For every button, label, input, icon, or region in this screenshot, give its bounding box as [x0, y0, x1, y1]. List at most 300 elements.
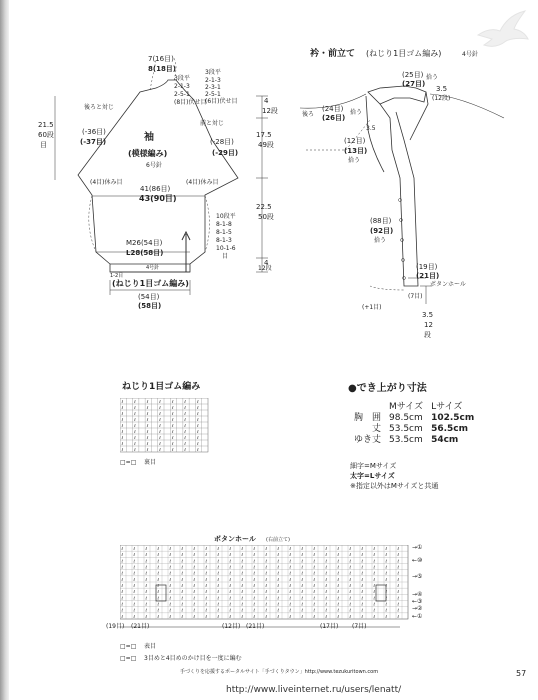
svg-text:ℓ: ℓ: [205, 552, 208, 558]
sleeve-rib-label: (ねじり1目ゴム編み): [112, 279, 189, 288]
svg-text:ℓ: ℓ: [157, 589, 160, 595]
svg-text:ℓ: ℓ: [241, 613, 244, 619]
svg-text:ℓ: ℓ: [121, 440, 124, 446]
svg-text:ℓ: ℓ: [265, 576, 268, 582]
finished-note-1: 細字=Mサイズ: [350, 462, 397, 470]
svg-text:ℓ: ℓ: [325, 601, 328, 607]
svg-text:ℓ: ℓ: [289, 613, 292, 619]
svg-text:ℓ: ℓ: [169, 570, 172, 576]
bh-legend-1: □=□: [120, 643, 137, 650]
svg-text:ℓ: ℓ: [361, 582, 364, 588]
svg-text:ℓ: ℓ: [193, 601, 196, 607]
svg-text:ℓ: ℓ: [205, 613, 208, 619]
svg-text:ℓ: ℓ: [361, 595, 364, 601]
svg-text:ℓ: ℓ: [193, 589, 196, 595]
size-head-empty: [350, 402, 385, 413]
svg-text:ℓ: ℓ: [197, 422, 199, 428]
svg-text:ℓ: ℓ: [171, 440, 174, 446]
svg-text:ℓ: ℓ: [181, 601, 184, 607]
sleeve-cuff-inc-1: 8-1-8: [216, 221, 232, 228]
svg-text:ℓ: ℓ: [277, 595, 280, 601]
size-l: 102.5cm: [431, 413, 475, 423]
svg-text:ℓ: ℓ: [134, 422, 136, 428]
collar-back-count-m: (24目): [322, 105, 344, 113]
svg-text:ℓ: ℓ: [373, 582, 376, 588]
svg-text:ℓ: ℓ: [373, 595, 376, 601]
svg-text:ℓ: ℓ: [277, 545, 280, 551]
svg-text:ℓ: ℓ: [241, 582, 244, 588]
svg-text:ℓ: ℓ: [217, 564, 220, 570]
svg-text:ℓ: ℓ: [121, 434, 124, 440]
svg-text:ℓ: ℓ: [361, 545, 364, 551]
svg-text:ℓ: ℓ: [193, 595, 196, 601]
svg-text:ℓ: ℓ: [229, 601, 232, 607]
svg-text:ℓ: ℓ: [265, 589, 268, 595]
svg-text:ℓ: ℓ: [157, 613, 160, 619]
svg-text:ℓ: ℓ: [277, 552, 280, 558]
sleeve-height-rib-rows: 12段: [258, 265, 272, 272]
svg-text:ℓ: ℓ: [349, 582, 352, 588]
svg-text:ℓ: ℓ: [159, 434, 161, 440]
collar-back-count-l: (26目): [322, 114, 346, 122]
svg-text:ℓ: ℓ: [217, 558, 220, 564]
sleeve-cuff-l: L28(58目): [126, 249, 164, 257]
svg-text:ℓ: ℓ: [133, 589, 136, 595]
rib-legend-1: □=□: [120, 459, 137, 466]
svg-text:ℓ: ℓ: [229, 589, 232, 595]
svg-text:ℓ: ℓ: [265, 613, 268, 619]
bh-legend-2-desc: 3目めと4目めのかけ目を一度に編む: [144, 655, 242, 662]
svg-text:ℓ: ℓ: [361, 576, 364, 582]
svg-text:ℓ: ℓ: [145, 552, 148, 558]
svg-text:ℓ: ℓ: [253, 595, 256, 601]
svg-text:ℓ: ℓ: [289, 558, 292, 564]
sleeve-dec-l: (-37目): [80, 138, 107, 146]
svg-text:ℓ: ℓ: [349, 576, 352, 582]
svg-text:ℓ: ℓ: [373, 613, 376, 619]
svg-text:ℓ: ℓ: [289, 564, 292, 570]
svg-text:ℓ: ℓ: [277, 589, 280, 595]
sleeve-front-label: 前と対じ: [200, 120, 225, 127]
svg-text:ℓ: ℓ: [197, 434, 199, 440]
svg-text:ℓ: ℓ: [325, 564, 328, 570]
svg-text:ℓ: ℓ: [313, 564, 316, 570]
svg-text:ℓ: ℓ: [397, 607, 400, 613]
svg-text:ℓ: ℓ: [133, 558, 136, 564]
collar-buttonhole: ボタンホール: [430, 281, 466, 288]
size-m: 98.5cm: [389, 413, 423, 423]
svg-text:ℓ: ℓ: [385, 552, 388, 558]
svg-text:ℓ: ℓ: [171, 428, 174, 434]
svg-text:ℓ: ℓ: [121, 422, 124, 428]
svg-text:ℓ: ℓ: [325, 558, 328, 564]
svg-text:ℓ: ℓ: [181, 607, 184, 613]
collar-neck-pick: 拾う: [348, 157, 361, 164]
svg-text:ℓ: ℓ: [217, 545, 220, 551]
table-row: [350, 435, 478, 446]
svg-text:ℓ: ℓ: [253, 589, 256, 595]
svg-text:ℓ: ℓ: [169, 545, 172, 551]
svg-text:ℓ: ℓ: [385, 558, 388, 564]
svg-text:ℓ: ℓ: [397, 570, 400, 576]
collar-bottom-rows: 段: [424, 331, 431, 339]
bh-bottom-5: (7目): [352, 623, 367, 630]
svg-text:ℓ: ℓ: [301, 564, 304, 570]
svg-text:ℓ: ℓ: [217, 601, 220, 607]
svg-text:ℓ: ℓ: [205, 595, 208, 601]
svg-text:ℓ: ℓ: [277, 601, 280, 607]
svg-text:ℓ: ℓ: [361, 589, 364, 595]
svg-text:ℓ: ℓ: [337, 589, 340, 595]
svg-text:ℓ: ℓ: [241, 564, 244, 570]
svg-text:ℓ: ℓ: [157, 564, 160, 570]
sleeve-top-width-l: 8(18目): [148, 65, 177, 73]
svg-text:ℓ: ℓ: [134, 446, 136, 452]
svg-text:ℓ: ℓ: [193, 607, 196, 613]
svg-text:ℓ: ℓ: [184, 398, 187, 404]
svg-text:ℓ: ℓ: [265, 558, 268, 564]
svg-text:ℓ: ℓ: [133, 552, 136, 558]
svg-text:ℓ: ℓ: [349, 607, 352, 613]
svg-text:ℓ: ℓ: [229, 582, 232, 588]
collar-neck-m: (12目): [344, 137, 366, 145]
svg-text:ℓ: ℓ: [373, 552, 376, 558]
svg-text:ℓ: ℓ: [157, 576, 160, 582]
size-label: 胸 囲: [354, 413, 382, 423]
svg-text:ℓ: ℓ: [373, 607, 376, 613]
svg-text:ℓ: ℓ: [197, 398, 199, 404]
svg-text:ℓ: ℓ: [159, 410, 161, 416]
svg-text:ℓ: ℓ: [169, 564, 172, 570]
svg-text:ℓ: ℓ: [289, 576, 292, 582]
bh-marker-3: →④: [412, 591, 423, 598]
svg-text:ℓ: ℓ: [184, 422, 187, 428]
svg-text:ℓ: ℓ: [277, 564, 280, 570]
svg-text:ℓ: ℓ: [145, 545, 148, 551]
sleeve-top-rows-l-3: (8目)伏せ目: [174, 99, 207, 106]
collar-back-pick: 拾う: [350, 109, 363, 116]
svg-text:ℓ: ℓ: [133, 564, 136, 570]
sleeve-top-rows-l-0: 3段平: [174, 75, 190, 82]
svg-text:ℓ: ℓ: [337, 552, 340, 558]
svg-text:ℓ: ℓ: [157, 570, 160, 576]
svg-text:ℓ: ℓ: [181, 613, 184, 619]
sleeve-rib-needle: 4号針: [146, 265, 160, 271]
svg-text:ℓ: ℓ: [157, 582, 160, 588]
svg-text:ℓ: ℓ: [146, 446, 149, 452]
svg-text:ℓ: ℓ: [337, 558, 340, 564]
bh-marker-5: →②: [412, 605, 423, 612]
svg-text:ℓ: ℓ: [121, 446, 124, 452]
svg-text:ℓ: ℓ: [159, 446, 161, 452]
svg-text:ℓ: ℓ: [385, 582, 388, 588]
svg-text:ℓ: ℓ: [159, 428, 161, 434]
buttonhole-chart-subtitle: (右前立て): [266, 537, 290, 543]
svg-text:ℓ: ℓ: [171, 410, 174, 416]
svg-text:ℓ: ℓ: [184, 434, 187, 440]
size-l: 56.5cm: [431, 424, 468, 434]
buttonhole-chart-title: ボタンホール: [214, 535, 256, 543]
sleeve-dec-r2: (-29目): [212, 149, 239, 157]
svg-text:ℓ: ℓ: [397, 589, 400, 595]
collar-pickup-l: 拾う: [426, 74, 439, 81]
sleeve-height-cap-rows: 12段: [262, 107, 278, 115]
svg-text:ℓ: ℓ: [241, 570, 244, 576]
svg-text:ℓ: ℓ: [184, 440, 187, 446]
svg-text:ℓ: ℓ: [265, 582, 268, 588]
svg-text:ℓ: ℓ: [289, 595, 292, 601]
svg-text:ℓ: ℓ: [313, 589, 316, 595]
svg-text:ℓ: ℓ: [146, 416, 149, 422]
svg-text:ℓ: ℓ: [253, 570, 256, 576]
svg-text:ℓ: ℓ: [301, 545, 304, 551]
collar-neck-l: (13目): [344, 147, 368, 155]
svg-text:ℓ: ℓ: [121, 428, 124, 434]
svg-text:ℓ: ℓ: [397, 582, 400, 588]
svg-text:ℓ: ℓ: [337, 545, 340, 551]
svg-text:ℓ: ℓ: [265, 545, 268, 551]
svg-text:ℓ: ℓ: [205, 570, 208, 576]
svg-text:ℓ: ℓ: [229, 564, 232, 570]
svg-text:ℓ: ℓ: [146, 410, 149, 416]
svg-text:ℓ: ℓ: [385, 545, 388, 551]
sleeve-cuff-inc-5: 目: [222, 253, 229, 260]
svg-text:ℓ: ℓ: [373, 558, 376, 564]
bh-marker-6: ←①: [412, 613, 423, 620]
svg-text:ℓ: ℓ: [145, 589, 148, 595]
svg-text:ℓ: ℓ: [277, 613, 280, 619]
svg-text:ℓ: ℓ: [121, 398, 124, 404]
svg-text:ℓ: ℓ: [301, 601, 304, 607]
sleeve-top-rows-2: 2-3-1: [205, 84, 221, 91]
svg-text:ℓ: ℓ: [121, 552, 124, 558]
svg-text:ℓ: ℓ: [325, 595, 328, 601]
svg-text:ℓ: ℓ: [205, 582, 208, 588]
svg-text:ℓ: ℓ: [289, 582, 292, 588]
svg-text:ℓ: ℓ: [134, 398, 136, 404]
svg-text:ℓ: ℓ: [145, 570, 148, 576]
svg-text:ℓ: ℓ: [197, 404, 199, 410]
bh-legend-2: □=□: [120, 655, 137, 662]
svg-text:ℓ: ℓ: [337, 595, 340, 601]
svg-text:ℓ: ℓ: [361, 570, 364, 576]
svg-text:ℓ: ℓ: [325, 552, 328, 558]
svg-text:ℓ: ℓ: [349, 564, 352, 570]
sleeve-dec-m: (-36目): [82, 128, 106, 136]
svg-text:ℓ: ℓ: [184, 416, 187, 422]
svg-text:ℓ: ℓ: [385, 613, 388, 619]
svg-text:ℓ: ℓ: [361, 601, 364, 607]
svg-text:ℓ: ℓ: [241, 552, 244, 558]
sleeve-cuff-inc-4: 10-1-6: [216, 245, 236, 252]
svg-text:ℓ: ℓ: [385, 601, 388, 607]
svg-text:ℓ: ℓ: [169, 601, 172, 607]
svg-text:ℓ: ℓ: [121, 601, 124, 607]
svg-text:ℓ: ℓ: [181, 582, 184, 588]
sleeve-top-rows-1: 2-1-3: [205, 77, 221, 84]
svg-text:ℓ: ℓ: [301, 570, 304, 576]
sleeve-cuff-inc-3: 8-1-3: [216, 237, 232, 244]
svg-text:ℓ: ℓ: [229, 570, 232, 576]
svg-text:ℓ: ℓ: [217, 613, 220, 619]
sleeve-height-top: 17.5: [256, 131, 272, 139]
svg-text:ℓ: ℓ: [181, 576, 184, 582]
svg-text:ℓ: ℓ: [146, 398, 149, 404]
svg-text:ℓ: ℓ: [205, 558, 208, 564]
svg-text:ℓ: ℓ: [385, 595, 388, 601]
svg-text:ℓ: ℓ: [145, 558, 148, 564]
svg-text:ℓ: ℓ: [337, 582, 340, 588]
collar-bh-19: (19目): [416, 263, 438, 271]
svg-text:ℓ: ℓ: [337, 613, 340, 619]
sleeve-top-rows-4: (6目)伏せ目: [205, 98, 238, 105]
sleeve-top-rows-l-1: 2-1-3: [174, 83, 190, 90]
svg-text:ℓ: ℓ: [133, 613, 136, 619]
svg-text:ℓ: ℓ: [193, 570, 196, 576]
sleeve-top-rows-3: 2-5-1: [205, 91, 221, 98]
svg-text:ℓ: ℓ: [325, 570, 328, 576]
svg-text:ℓ: ℓ: [277, 558, 280, 564]
finished-title: ●でき上がり寸法: [348, 383, 427, 394]
svg-text:ℓ: ℓ: [217, 607, 220, 613]
svg-text:ℓ: ℓ: [121, 564, 124, 570]
svg-text:ℓ: ℓ: [193, 564, 196, 570]
finished-note-2: 太字=Lサイズ: [350, 472, 395, 480]
collar-side-1: (+1目): [362, 304, 382, 311]
svg-text:ℓ: ℓ: [181, 558, 184, 564]
svg-text:ℓ: ℓ: [197, 428, 199, 434]
svg-text:ℓ: ℓ: [157, 558, 160, 564]
svg-text:ℓ: ℓ: [181, 595, 184, 601]
svg-text:ℓ: ℓ: [265, 601, 268, 607]
size-m: 53.5cm: [389, 435, 423, 445]
footer-text: 手づくりを応援するポータルサイト「手づくりタウン」http://www.tezukuritown.com: [180, 669, 379, 675]
svg-text:ℓ: ℓ: [145, 607, 148, 613]
collar-needle: 4号針: [462, 51, 478, 58]
svg-text:ℓ: ℓ: [145, 595, 148, 601]
svg-text:ℓ: ℓ: [121, 545, 124, 551]
svg-text:ℓ: ℓ: [184, 410, 187, 416]
svg-text:ℓ: ℓ: [205, 545, 208, 551]
collar-count-l: (27目): [402, 80, 426, 88]
svg-text:ℓ: ℓ: [253, 582, 256, 588]
svg-text:ℓ: ℓ: [349, 613, 352, 619]
collar-bh-7: (7目): [408, 293, 423, 300]
sleeve-height-rib: 4: [264, 259, 269, 267]
rib-stitch-chart: [120, 398, 210, 454]
svg-text:ℓ: ℓ: [133, 570, 136, 576]
svg-text:ℓ: ℓ: [229, 576, 232, 582]
svg-text:ℓ: ℓ: [171, 398, 174, 404]
svg-text:ℓ: ℓ: [349, 570, 352, 576]
svg-text:ℓ: ℓ: [146, 404, 149, 410]
svg-text:ℓ: ℓ: [349, 545, 352, 551]
svg-text:ℓ: ℓ: [134, 410, 136, 416]
svg-text:ℓ: ℓ: [121, 410, 124, 416]
svg-text:ℓ: ℓ: [217, 589, 220, 595]
svg-text:ℓ: ℓ: [337, 601, 340, 607]
svg-text:ℓ: ℓ: [253, 613, 256, 619]
svg-text:ℓ: ℓ: [301, 558, 304, 564]
svg-text:ℓ: ℓ: [169, 589, 172, 595]
size-m: 53.5cm: [389, 424, 423, 434]
svg-text:ℓ: ℓ: [193, 552, 196, 558]
bh-marker-1: ←⑩: [412, 557, 423, 564]
svg-text:ℓ: ℓ: [337, 570, 340, 576]
svg-text:ℓ: ℓ: [277, 576, 280, 582]
collar-title: 衿・前立て: [310, 49, 356, 59]
svg-text:ℓ: ℓ: [253, 564, 256, 570]
svg-text:ℓ: ℓ: [184, 428, 187, 434]
svg-text:ℓ: ℓ: [133, 545, 136, 551]
svg-text:ℓ: ℓ: [325, 613, 328, 619]
svg-text:ℓ: ℓ: [361, 564, 364, 570]
svg-text:ℓ: ℓ: [193, 582, 196, 588]
svg-text:ℓ: ℓ: [133, 595, 136, 601]
collar-bottom-35: 3.5: [422, 311, 434, 319]
sleeve-height-cap: 4: [264, 97, 269, 105]
svg-text:ℓ: ℓ: [181, 570, 184, 576]
svg-text:ℓ: ℓ: [397, 564, 400, 570]
svg-text:ℓ: ℓ: [134, 440, 136, 446]
svg-text:ℓ: ℓ: [197, 446, 199, 452]
svg-text:ℓ: ℓ: [313, 601, 316, 607]
svg-text:ℓ: ℓ: [313, 570, 316, 576]
sleeve-height-mid-rows: 50段: [258, 213, 274, 221]
collar-subtitle: (ねじり1目ゴム編み): [366, 49, 442, 58]
bh-bottom-2: (12目): [222, 623, 241, 630]
svg-text:ℓ: ℓ: [349, 601, 352, 607]
svg-text:ℓ: ℓ: [121, 595, 124, 601]
svg-text:ℓ: ℓ: [325, 582, 328, 588]
svg-text:ℓ: ℓ: [301, 595, 304, 601]
svg-text:ℓ: ℓ: [157, 545, 160, 551]
svg-text:ℓ: ℓ: [121, 416, 124, 422]
sleeve-cuff-inc-2: 8-1-5: [216, 229, 232, 236]
svg-text:ℓ: ℓ: [121, 570, 124, 576]
svg-text:ℓ: ℓ: [253, 558, 256, 564]
svg-text:ℓ: ℓ: [169, 576, 172, 582]
svg-text:ℓ: ℓ: [193, 613, 196, 619]
collar-label-35-rows: (12段): [432, 95, 451, 102]
sleeve-cuff-inc-0: 10段平: [216, 213, 236, 220]
svg-text:ℓ: ℓ: [313, 576, 316, 582]
collar-bottom-12: 12: [424, 321, 433, 329]
svg-text:ℓ: ℓ: [171, 404, 174, 410]
svg-text:ℓ: ℓ: [325, 589, 328, 595]
rib-legend-1-desc: 裏目: [144, 459, 157, 466]
svg-text:ℓ: ℓ: [349, 589, 352, 595]
svg-text:ℓ: ℓ: [301, 552, 304, 558]
svg-text:ℓ: ℓ: [205, 564, 208, 570]
svg-text:ℓ: ℓ: [337, 564, 340, 570]
svg-text:ℓ: ℓ: [197, 416, 199, 422]
finished-size-table: [350, 402, 478, 446]
sleeve-top-rows-l-2: 2-5-1: [174, 91, 190, 98]
svg-text:ℓ: ℓ: [313, 552, 316, 558]
collar-front-l: (92目): [370, 227, 394, 235]
svg-text:ℓ: ℓ: [277, 607, 280, 613]
svg-text:ℓ: ℓ: [385, 576, 388, 582]
svg-text:ℓ: ℓ: [289, 570, 292, 576]
svg-text:ℓ: ℓ: [361, 558, 364, 564]
svg-text:ℓ: ℓ: [121, 576, 124, 582]
svg-text:ℓ: ℓ: [397, 552, 400, 558]
sleeve-bind-left: (4目)休み目: [90, 179, 123, 186]
svg-text:ℓ: ℓ: [121, 613, 124, 619]
svg-text:ℓ: ℓ: [397, 545, 400, 551]
svg-text:ℓ: ℓ: [169, 613, 172, 619]
